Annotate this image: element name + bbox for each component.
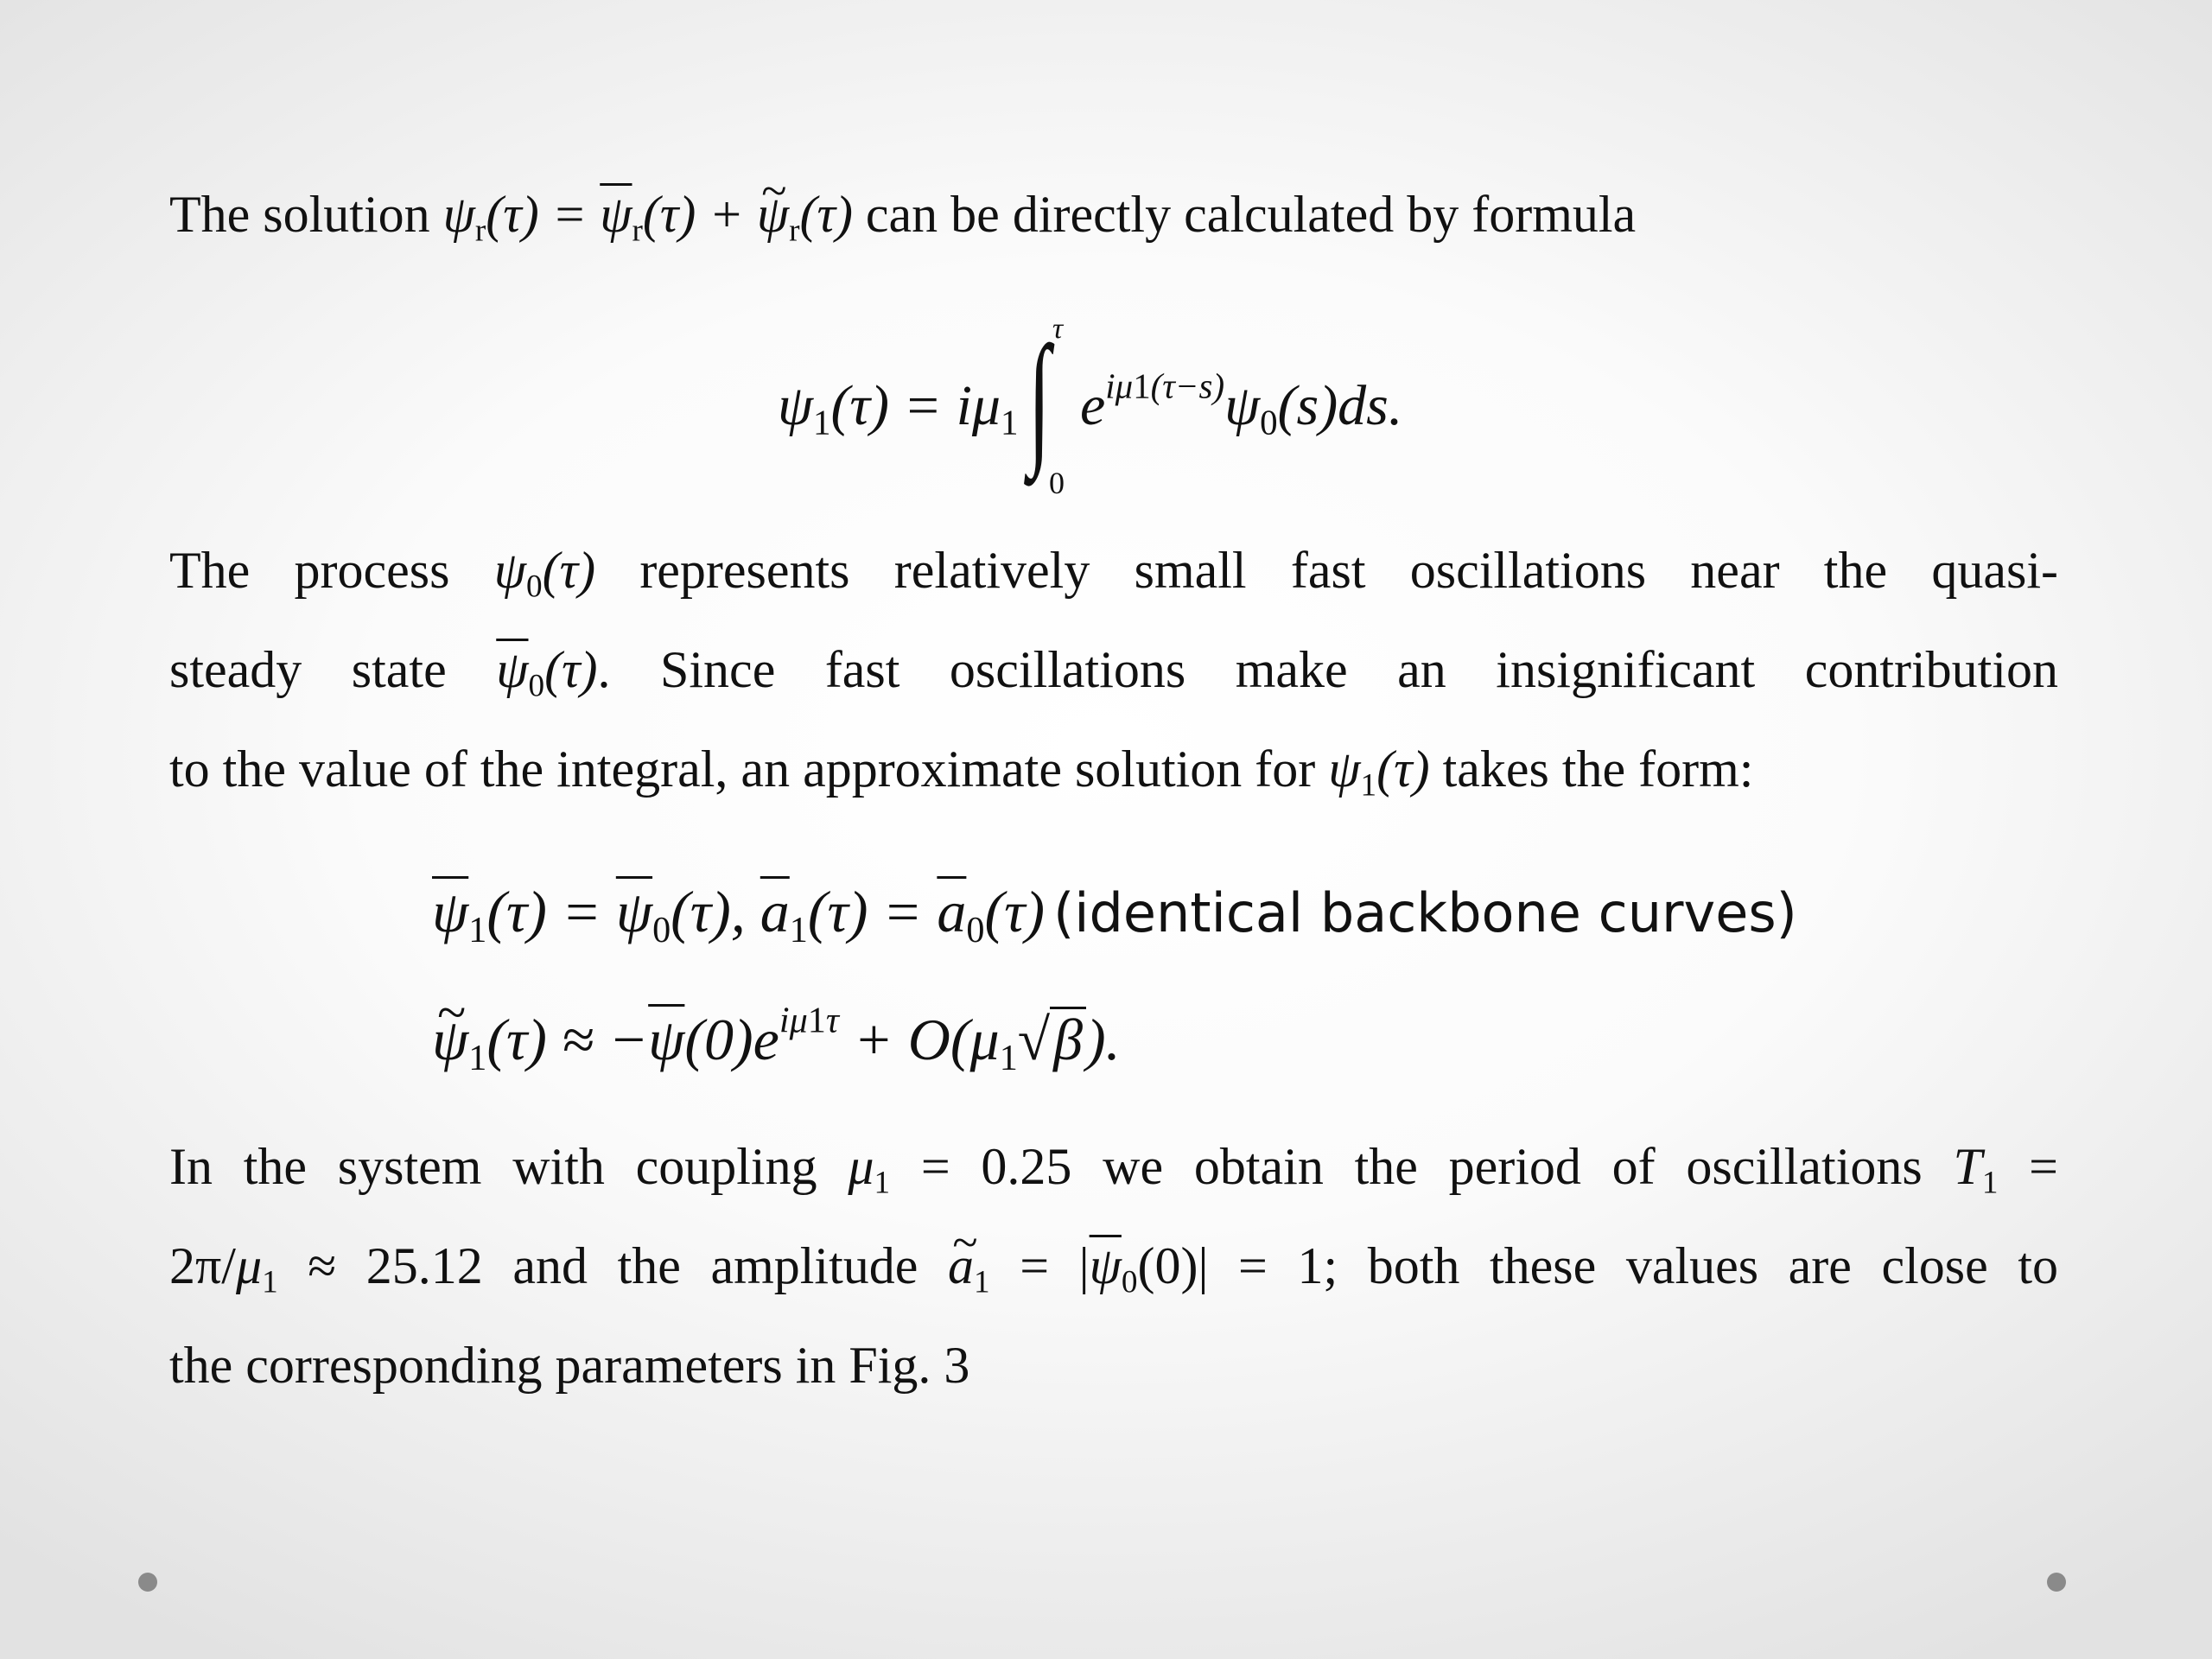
paragraph-2-line-1: The process $\psi_0(\tau)$ represents relatively small fast oscillations near the quasi- [169,542,2058,605]
integral-lower-limit: 0 [1049,466,1065,500]
psi0-symbol: $\psi_0(\tau)$ [493,542,596,605]
psi1-symbol: $\psi_1(\tau)$ [1328,741,1430,804]
integral-upper-limit: τ [1052,313,1064,345]
integral-equation: $\psi_1(\tau) = i\mu_1$ ∫ τ 0 $e^{i\mu 1(\tau-s)}\psi_0(s)ds$. [778,313,1403,500]
paragraph-3-line-2: $2\pi/\mu_1 \approx 25.12$ and the amplitude ~ $a_1 = |\overline{\psi}_0(0)| = 1$; both these values are close to [169,1231,2058,1300]
psi0-bar-symbol: $\overline{\psi}_0(\tau)$ [496,641,598,704]
paragraph-3-line-3: the corresponding parameters in Fig. 3 [169,1337,970,1394]
oscillation-approx-equation: ~ $\psi_1(\tau) \approx -\overline{\psi}(0)e^{i\mu 1\tau} + O(\mu_1√\beta)$. [432,1001,1121,1078]
slide-dot-left [138,1573,157,1592]
intro-line [169,180,2058,249]
intro-text-pre: The solution [169,186,430,243]
backbone-equation: $\overline{\psi}_1(\tau) = \overline{\psi}_0(\tau)$, $\overline{a}_1(\tau) = \overline{a}_0(\tau)$ (identical backbone curves) [432,879,1797,950]
backbone-note: (identical backbone curves) [1053,881,1797,944]
intro-text-post: can be directly calculated by formula [865,186,1637,243]
integral-sign: ∫ [1028,316,1051,479]
paragraph-3-line-1: In the system with coupling $\mu_1 = 0.25$ we obtain the period of oscillations $T_1$ = [169,1138,2059,1201]
paragraph-2-line-2: steady state $\overline{\psi}_0(\tau)$. Since fast oscillations make an insignificant contribution [169,641,2059,704]
slide-dot-right [2047,1573,2066,1592]
psi-decomposition-formula: $\psi_r(\tau) = \overline{\psi}_r(\tau)$ + ~ $\psi_r(\tau)$ [443,186,853,243]
paragraph-2-line-3: to the value of the integral, an approximate solution for $\psi_1(\tau)$ takes the form: [169,741,1754,804]
